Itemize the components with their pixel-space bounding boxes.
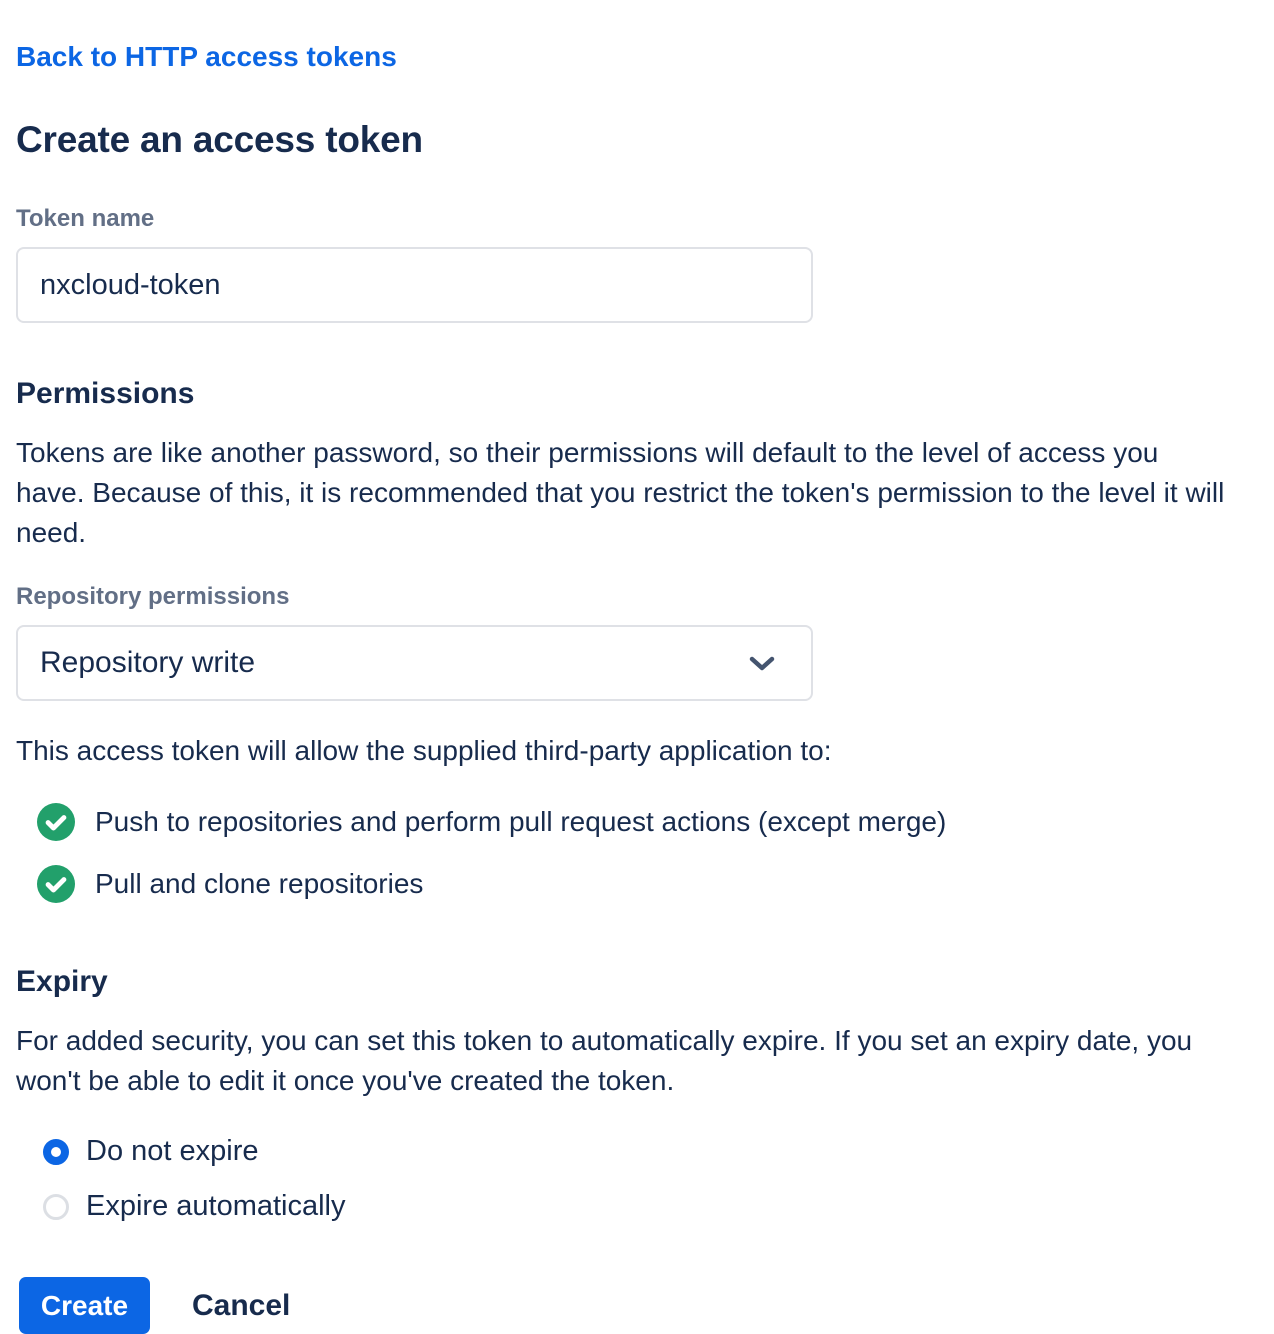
token-name-label: Token name — [16, 205, 155, 232]
expiry-radio-group — [16, 1135, 1258, 1223]
repository-permissions-select[interactable] — [16, 625, 813, 701]
repository-permissions-label: Repository permissions — [16, 583, 290, 610]
check-circle-icon — [37, 865, 75, 903]
chevron-down-icon — [749, 656, 775, 671]
token-name-input[interactable] — [16, 247, 813, 323]
radio-row-expire-automatically[interactable] — [16, 1190, 1258, 1223]
radio-label[interactable]: Do not expire — [86, 1135, 259, 1167]
form-actions — [16, 1277, 1258, 1334]
cancel-button[interactable]: Cancel — [192, 1288, 291, 1322]
create-button[interactable]: Create — [19, 1277, 150, 1334]
permissions-heading: Permissions — [16, 377, 195, 410]
expiry-description: For added security, you can set this token to automatically expire. If you set an expiry date, you won't be able to edit it once you've created the token. — [16, 1025, 1193, 1096]
radio-row-do-not-expire[interactable] — [16, 1135, 1258, 1168]
check-circle-icon — [37, 803, 75, 841]
radio-expire-automatically[interactable] — [43, 1194, 69, 1220]
capability-text: Push to repositories and perform pull request actions (except merge) — [95, 806, 947, 837]
back-to-http-access-tokens-link[interactable]: Back to HTTP access tokens — [16, 41, 397, 72]
page-title: Create an access token — [16, 119, 423, 160]
repository-permissions-selected-value: Repository write — [40, 646, 256, 679]
capability-text: Pull and clone repositories — [95, 868, 424, 899]
capability-item-pull — [37, 865, 1258, 903]
permissions-description: Tokens are like another password, so their permissions will default to the level of access you have. Because of this, it is recommended that you restrict the token's permission to the level it will need. — [16, 437, 1225, 548]
capability-item-push — [37, 803, 1258, 841]
capability-list — [16, 803, 1258, 903]
radio-do-not-expire[interactable] — [43, 1139, 69, 1165]
radio-label[interactable]: Expire automatically — [86, 1190, 346, 1222]
allow-intro-text: This access token will allow the supplied third-party application to: — [16, 735, 832, 766]
expiry-heading: Expiry — [16, 965, 108, 998]
